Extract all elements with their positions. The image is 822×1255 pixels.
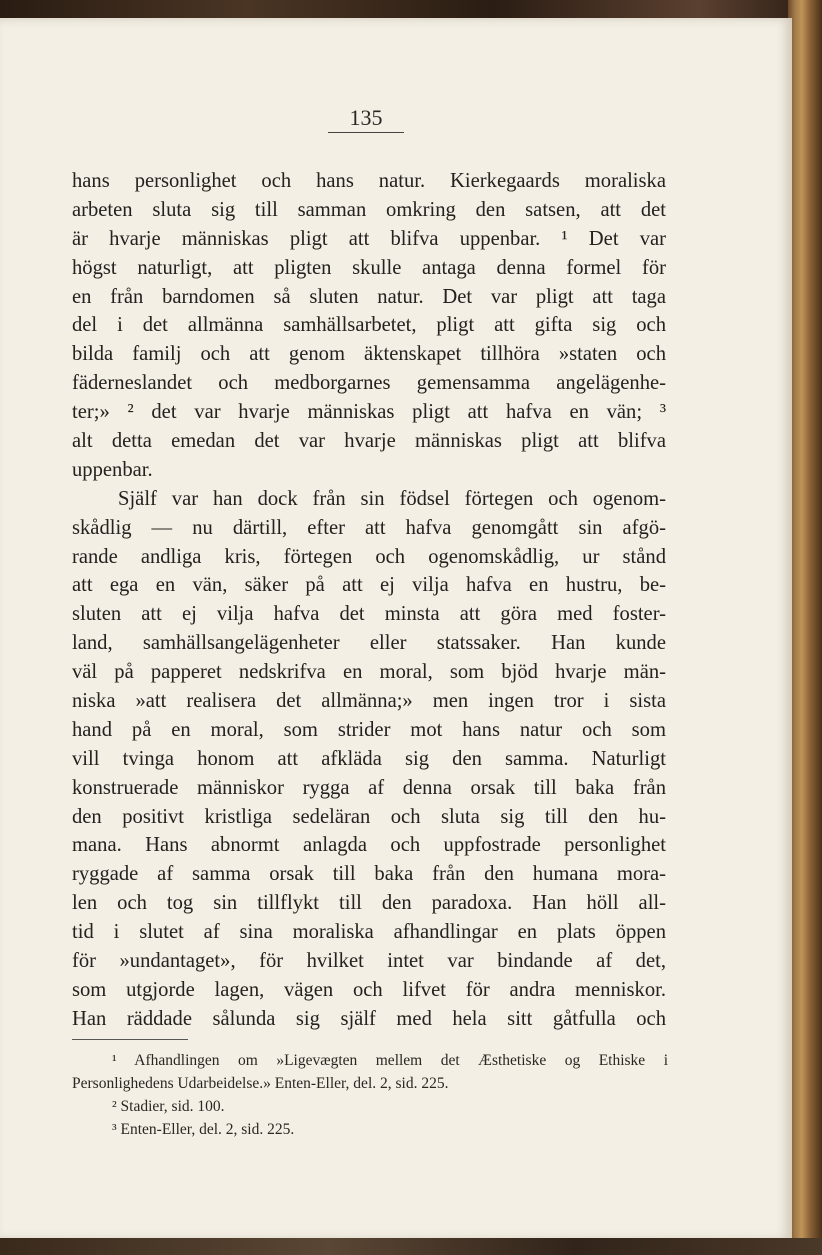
text-line: väl på papperet nedskrifva en moral, som bjöd hvarje män- bbox=[72, 661, 666, 684]
text-line: att ega en vän, säker på att ej vilja hafva en hustru, be- bbox=[72, 574, 666, 597]
text-line: bilda familj och att genom äktenskapet tillhöra »staten och bbox=[72, 343, 666, 366]
text-line: arbeten sluta sig till samman omkring den satsen, att det bbox=[72, 198, 666, 221]
text-line: fäderneslandet och medborgarnes gemensamma angelägenhe- bbox=[72, 372, 666, 395]
body-text bbox=[72, 167, 666, 1034]
text-line: tid i slutet af sina moraliska afhandlingar en plats öppen bbox=[72, 921, 666, 944]
book-page bbox=[0, 18, 792, 1240]
text-line: len och tog sin tillflykt till den paradoxa. Han höll all- bbox=[72, 892, 666, 915]
text-line: sluten att ej vilja hafva det minsta att göra med foster- bbox=[72, 603, 666, 626]
text-line: uppenbar. bbox=[72, 458, 153, 481]
footnote-line: ² Stadier, sid. 100. bbox=[112, 1098, 225, 1115]
text-line: vill tvinga honom att afkläda sig den samma. Naturligt bbox=[72, 747, 666, 770]
footnote-line: ³ Enten-Eller, del. 2, sid. 225. bbox=[112, 1121, 295, 1138]
text-line: alt detta emedan det var hvarje människas pligt att blifva bbox=[72, 430, 666, 453]
text-line: som utgjorde lagen, vägen och lifvet för andra menniskor. bbox=[72, 978, 666, 1001]
book-top-edge bbox=[0, 0, 822, 20]
text-line: Själf var han dock från sin födsel förtegen och ogenom- bbox=[118, 487, 666, 510]
text-line: en från barndomen så sluten natur. Det var pligt att taga bbox=[72, 285, 666, 308]
text-line: ryggade af samma orsak till baka från den humana mora- bbox=[72, 863, 666, 886]
page-number: 135 bbox=[349, 105, 383, 130]
book-spine bbox=[788, 0, 822, 1255]
text-line: den positivt kristliga sedeläran och sluta sig till den hu- bbox=[72, 805, 666, 828]
text-line: Han räddade sålunda sig själf med hela sitt gåtfulla och bbox=[72, 1007, 666, 1030]
text-line: mana. Hans abnormt anlagda och uppfostrade personlighet bbox=[72, 834, 666, 857]
text-line: ter;» ² det var hvarje människas pligt att hafva en vän; ³ bbox=[72, 401, 666, 424]
text-line: land, samhällsangelägenheter eller statssaker. Han kunde bbox=[72, 632, 666, 655]
footnote-line: Personlighedens Udarbeidelse.» Enten-Eller, del. 2, sid. 225. bbox=[72, 1075, 449, 1092]
book-bottom-edge bbox=[0, 1238, 822, 1255]
text-line: hans personlighet och hans natur. Kierkegaards moraliska bbox=[72, 170, 666, 192]
text-line: för »undantaget», för hvilket intet var bindande af det, bbox=[72, 950, 666, 973]
text-line: niska »att realisera det allmänna;» men ingen tror i sista bbox=[72, 690, 666, 713]
text-line: högst naturligt, att pligten skulle antaga denna formel för bbox=[72, 256, 666, 279]
text-line: konstruerade människor rygga af denna orsak till baka från bbox=[72, 776, 666, 799]
text-line: skådlig — nu därtill, efter att hafva genomgått sin afgö- bbox=[72, 516, 666, 539]
text-line: rande andliga kris, förtegen och ogenomskådlig, ur stånd bbox=[72, 545, 666, 568]
text-line: del i det allmänna samhällsarbetet, pligt att gifta sig och bbox=[72, 314, 666, 337]
text-line: hand på en moral, som strider mot hans natur och som bbox=[72, 718, 666, 741]
footnotes bbox=[72, 1049, 668, 1141]
footnote-line: ¹ Afhandlingen om »Ligevægten mellem det Æsthetiske og Ethiske i bbox=[112, 1052, 668, 1069]
page-number-rule bbox=[328, 132, 404, 133]
text-line: är hvarje människas pligt att blifva uppenbar. ¹ Det var bbox=[72, 227, 666, 250]
footnote-rule bbox=[72, 1039, 188, 1040]
